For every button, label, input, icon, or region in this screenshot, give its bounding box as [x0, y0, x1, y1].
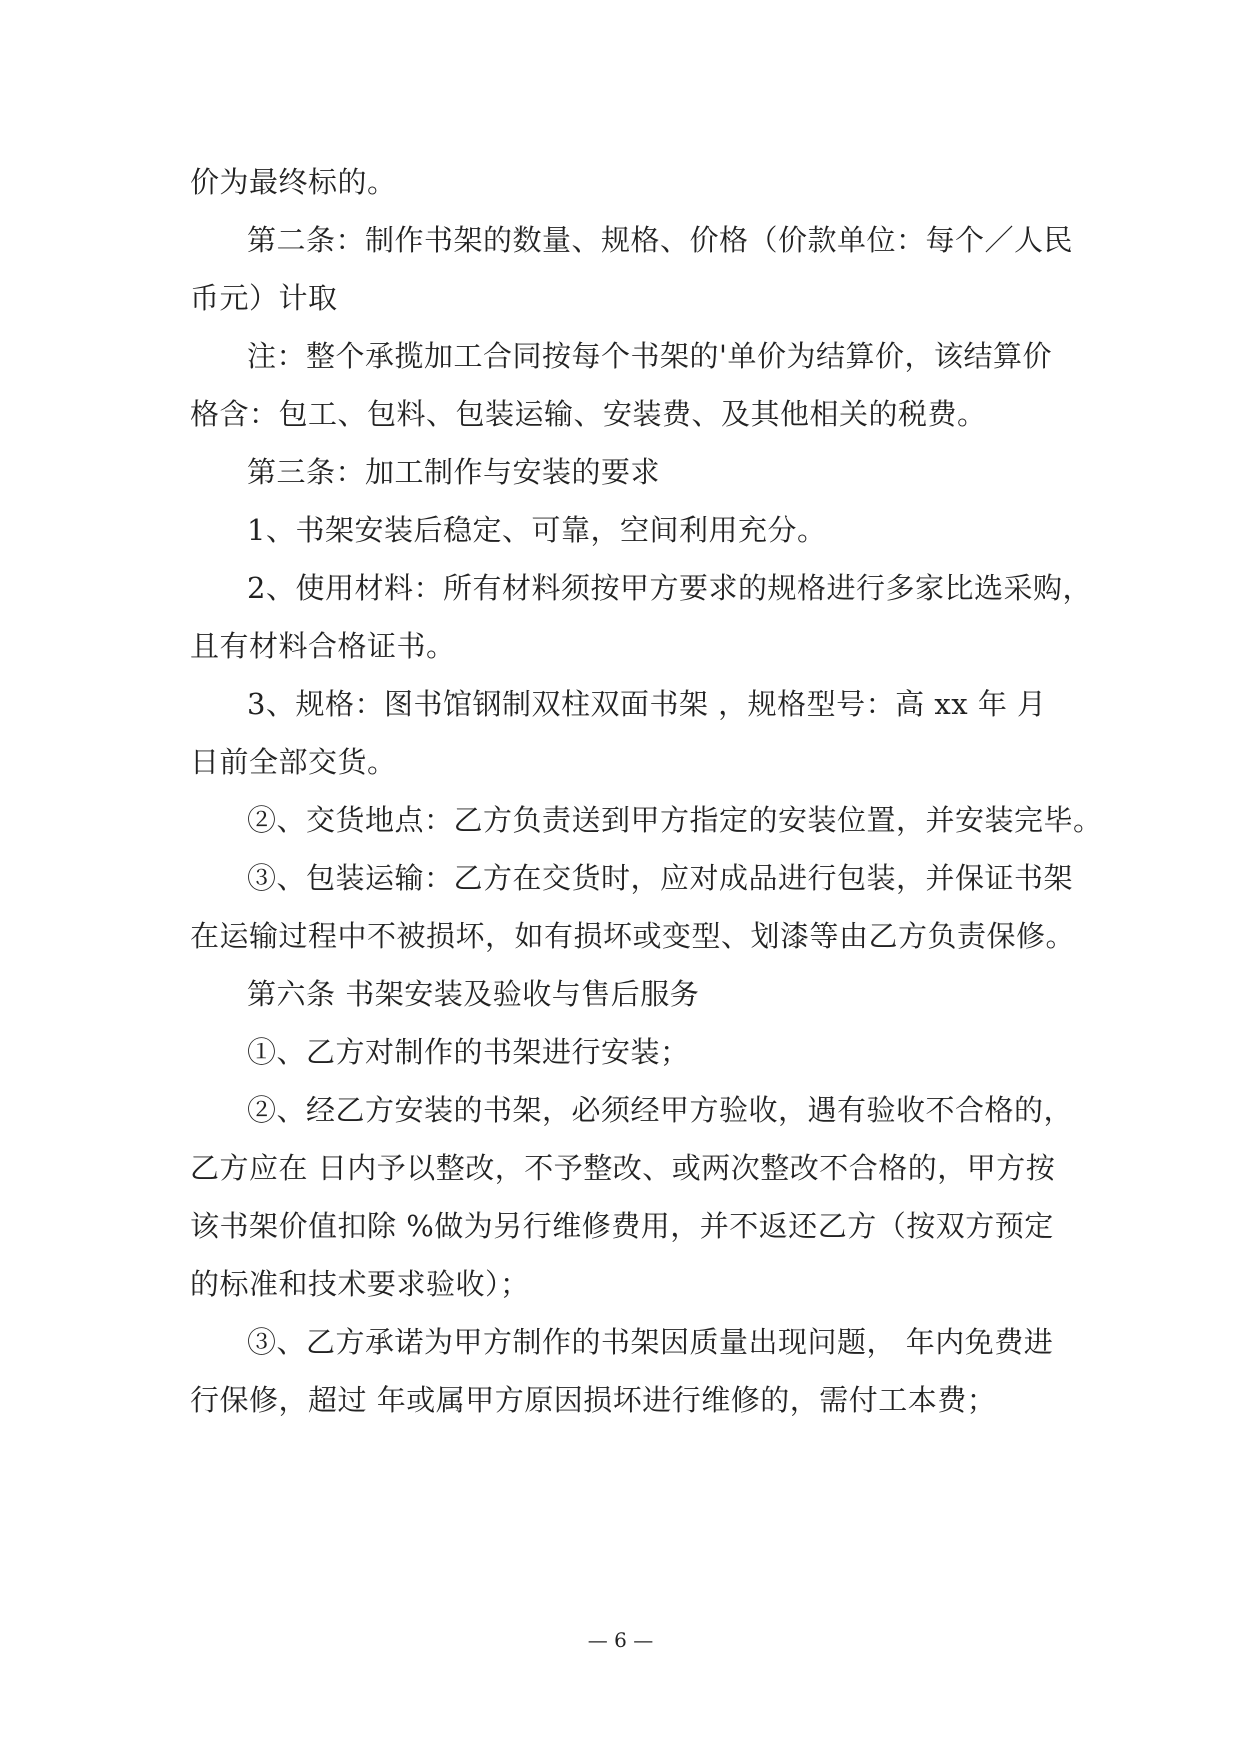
text-line-7: 1、书架安装后稳定、可靠，空间利用充分。: [247, 513, 827, 547]
text-line-16: ①、乙方对制作的书架进行安装；: [247, 1035, 690, 1069]
text-line-13: ③、包装运输：乙方在交货时，应对成品进行包装，并保证书架: [247, 861, 1074, 895]
text-line-10: 3、规格：图书馆钢制双柱双面书架 ，规格型号：高 xx 年 月: [247, 687, 1047, 721]
text-line-9: 且有材料合格证书。: [190, 629, 456, 663]
text-line-17: ②、经乙方安装的书架，必须经甲方验收，遇有验收不合格的，: [247, 1093, 1074, 1127]
text-line-15: 第六条 书架安装及验收与售后服务: [247, 977, 700, 1011]
text-line-6: 第三条：加工制作与安装的要求: [247, 455, 661, 489]
text-line-2: 第二条：制作书架的数量、规格、价格（价款单位：每个／人民: [247, 223, 1074, 257]
text-line-21: ③、乙方承诺为甲方制作的书架因质量出现问题， 年内免费进: [247, 1325, 1054, 1359]
text-line-22: 行保修，超过 年或属甲方原因损坏进行维修的，需付工本费；: [190, 1383, 997, 1417]
text-line-8: 2、使用材料：所有材料须按甲方要求的规格进行多家比选采购，: [247, 571, 1092, 605]
text-line-18: 乙方应在 日内予以整改，不予整改、或两次整改不合格的，甲方按: [190, 1151, 1056, 1185]
text-line-5: 格含：包工、包料、包装运输、安装费、及其他相关的税费。: [190, 397, 987, 431]
text-line-4: 注：整个承揽加工合同按每个书架的'单价为结算价，该结算价: [247, 339, 1052, 373]
text-line-14: 在运输过程中不被损坏，如有损坏或变型、划漆等由乙方负责保修。: [190, 919, 1076, 953]
text-line-11: 日前全部交货。: [190, 745, 397, 779]
text-line-1: 价为最终标的。: [190, 165, 397, 199]
text-line-19: 该书架价值扣除 %做为另行维修费用，并不返还乙方（按双方预定: [190, 1209, 1054, 1243]
page-number: — 6 —: [587, 1628, 654, 1652]
text-line-3: 币元）计取: [190, 281, 338, 315]
text-line-12: ②、交货地点：乙方负责送到甲方指定的安装位置，并安装完毕。: [247, 803, 1103, 837]
text-line-20: 的标准和技术要求验收）；: [190, 1267, 530, 1301]
